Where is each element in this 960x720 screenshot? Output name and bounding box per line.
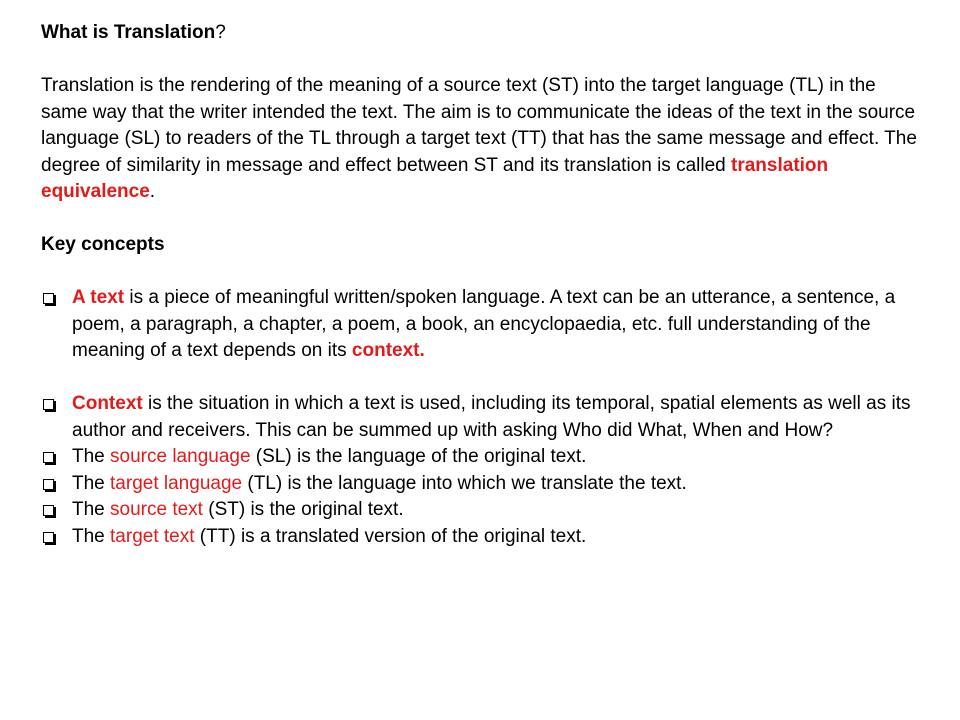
intro-text: Translation is the rendering of the meaning of a source text (ST) into the target language (TL) in the same way that the writer intended the text. The aim is to communicate the ideas of the text in the source language (SL) to readers of the TL through a target text (TT) that has the same message and effect. The degree of similarity in message and effect between ST and its translation is called <box>41 75 917 176</box>
term-source-text: source text <box>110 499 203 520</box>
item-text: is a piece of meaningful written/spoken language. A text can be an utterance, a sentence, a poem, a paragraph, a chapter, a poem, a book, an encyclopaedia, etc. full understanding of the meaning of a text depends on its <box>72 287 896 361</box>
item-text: (TL) is the language into which we translate the text. <box>242 472 687 494</box>
term-context: Context <box>72 393 143 414</box>
hollow-square-bullet-icon <box>43 532 54 543</box>
list-item-target-language <box>41 471 921 498</box>
list-item-source-text <box>41 497 921 524</box>
hollow-square-bullet-icon <box>43 293 54 304</box>
title-text: What is Translation <box>41 22 216 43</box>
item-text: (ST) is the original text. <box>202 499 404 520</box>
list-item-source-language <box>41 444 921 471</box>
key-concepts-heading: Key concepts <box>41 234 165 255</box>
key-concepts-list <box>41 285 921 550</box>
list-item-context <box>41 391 921 444</box>
list-item-target-text <box>41 524 921 551</box>
hollow-square-bullet-icon <box>43 452 54 463</box>
item-prefix: The <box>72 446 111 467</box>
slide-title <box>41 20 921 47</box>
term-source-language: source language <box>110 446 251 467</box>
item-text: is the situation in which a text is used, including its temporal, spatial elements as well as its author and receivers. This can be summed up with asking Who did What, When and How? <box>72 393 911 441</box>
item-text: (SL) is the language of the original text. <box>250 446 587 467</box>
item-prefix: The <box>72 472 111 494</box>
slide-content <box>41 20 921 550</box>
item-text: (TT) is a translated version of the original text. <box>194 525 587 547</box>
intro-paragraph <box>41 73 921 206</box>
intro-end: . <box>149 181 156 202</box>
title-question-mark: ? <box>215 22 226 43</box>
term-context-highlight: context. <box>351 340 425 361</box>
term-target-language: target language <box>110 472 243 494</box>
hollow-square-bullet-icon <box>43 399 54 410</box>
hollow-square-bullet-icon <box>43 505 54 516</box>
term-target-text: target text <box>110 525 195 547</box>
translation-equivalence-term: translation equivalence <box>41 154 829 202</box>
hollow-square-bullet-icon <box>43 479 54 490</box>
list-item-text <box>41 285 921 365</box>
term-a-text: A text <box>72 287 125 308</box>
item-prefix: The <box>72 499 111 520</box>
item-prefix: The <box>72 525 111 547</box>
